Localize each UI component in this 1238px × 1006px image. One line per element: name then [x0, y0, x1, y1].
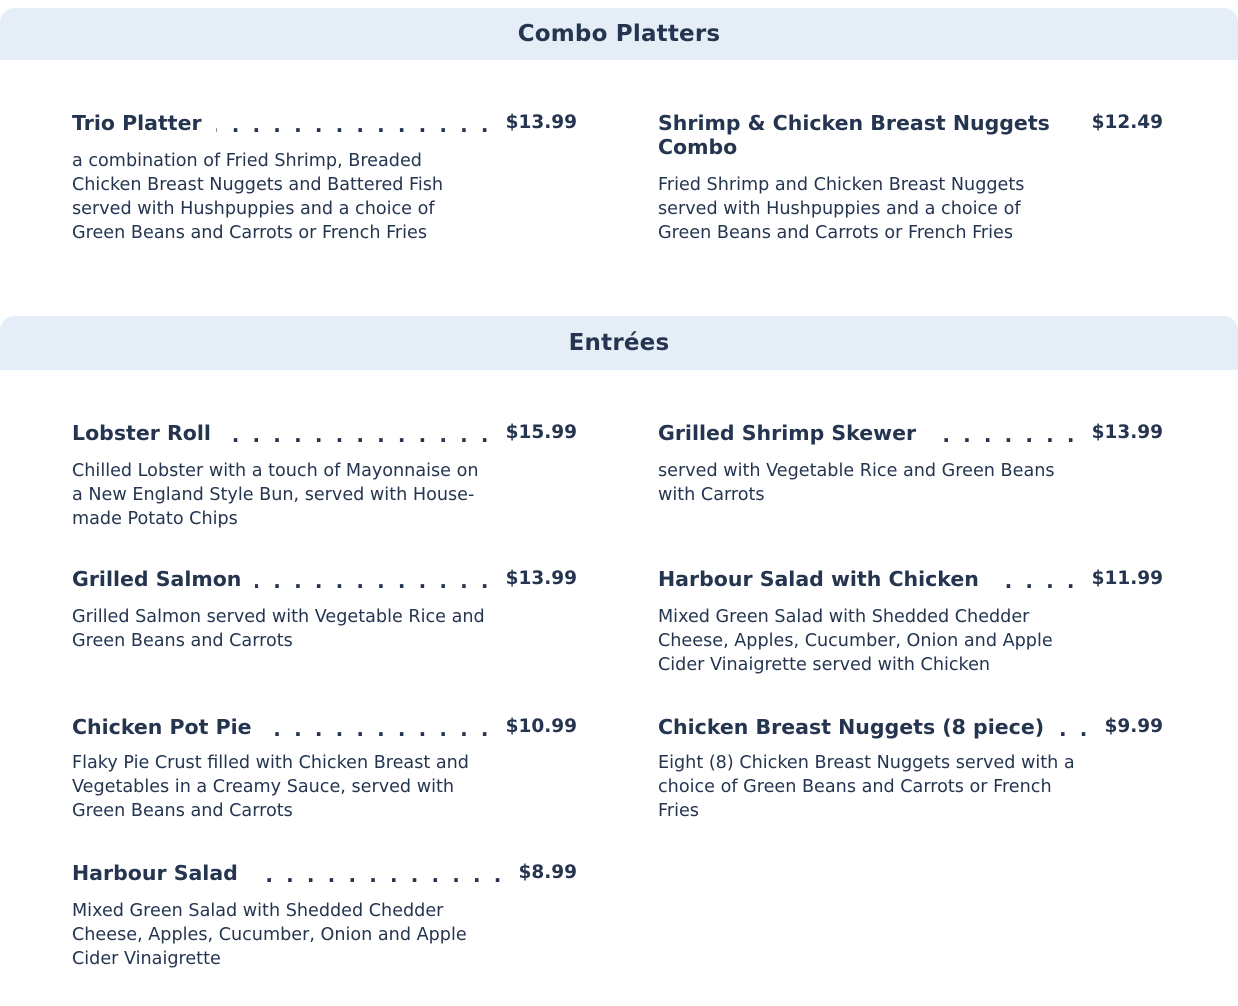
menu-item-name: Trio Platter — [72, 111, 202, 135]
section-header-entrees — [0, 316, 1238, 370]
menu-item-name: Shrimp & Chicken Breast Nuggets Combo — [658, 111, 1050, 159]
menu-item-price: $11.99 — [1091, 568, 1163, 589]
dot-leader — [930, 421, 1078, 445]
menu-item-description: served with Vegetable Rice and Green Beans with Carrots — [658, 461, 1055, 505]
menu-item-description: Fried Shrimp and Chicken Breast Nuggets served with Hushpuppies and a choice of Green Beans and Carrots or French Fries — [658, 175, 1025, 243]
menu-item-price: $13.99 — [1091, 422, 1163, 443]
menu-item-price: $9.99 — [1104, 716, 1163, 737]
menu-item-lobster-roll[interactable] — [72, 421, 577, 531]
menu-item-name: Chicken Breast Nuggets (8 piece) — [658, 715, 1045, 739]
section-header-combo-platters — [0, 8, 1238, 60]
menu-item-chicken-breast-nuggets[interactable] — [658, 715, 1163, 823]
menu-item-name: Grilled Salmon — [72, 567, 242, 591]
dot-leader — [266, 715, 492, 739]
menu-item-grilled-salmon[interactable] — [72, 567, 577, 653]
menu-item-description: Flaky Pie Crust filled with Chicken Breast and Vegetables in a Creamy Sauce, served with Green Beans and Carrots — [72, 753, 469, 821]
menu-item-harbour-salad-with-chicken[interactable] — [658, 567, 1163, 677]
section-title: Combo Platters — [517, 21, 721, 47]
menu-item-harbour-salad[interactable] — [72, 861, 577, 971]
menu-item-description: Eight (8) Chicken Breast Nuggets served with a choice of Green Beans and Carrots or French Fries — [658, 753, 1075, 821]
menu-item-grilled-shrimp-skewer[interactable] — [658, 421, 1163, 507]
menu-item-name: Harbour Salad with Chicken — [658, 567, 979, 591]
menu-item-description: Chilled Lobster with a touch of Mayonnaise on a New England Style Bun, served with House-made Potato Chips — [72, 461, 479, 529]
menu-item-chicken-pot-pie[interactable] — [72, 715, 577, 823]
menu-item-price: $13.99 — [505, 112, 577, 133]
dot-leader — [225, 421, 492, 445]
menu-item-price: $15.99 — [505, 422, 577, 443]
menu-item-price: $10.99 — [505, 716, 577, 737]
menu-item-description: Mixed Green Salad with Shedded Chedder Cheese, Apples, Cucumber, Onion and Apple Cider Vinaigrette — [72, 901, 467, 969]
dot-leader — [252, 861, 505, 885]
menu-item-shrimp-chicken-combo[interactable] — [658, 111, 1163, 245]
menu-item-price: $13.99 — [505, 568, 577, 589]
dot-leader — [1058, 715, 1090, 739]
menu-item-name: Chicken Pot Pie — [72, 715, 252, 739]
dot-leader — [216, 111, 492, 135]
menu-item-price: $8.99 — [518, 862, 577, 883]
section-title: Entrées — [568, 330, 670, 356]
menu-item-trio-platter[interactable] — [72, 111, 577, 245]
menu-item-description: Grilled Salmon served with Vegetable Rice and Green Beans and Carrots — [72, 607, 485, 651]
menu-item-description: Mixed Green Salad with Shedded Chedder Cheese, Apples, Cucumber, Onion and Apple Cider Vinaigrette served with Chicken — [658, 607, 1053, 675]
menu-item-name: Grilled Shrimp Skewer — [658, 421, 917, 445]
dot-leader — [993, 567, 1078, 591]
dot-leader — [255, 567, 491, 591]
menu-item-price: $12.49 — [1091, 112, 1163, 133]
menu-item-name: Lobster Roll — [72, 421, 211, 445]
menu-item-name: Harbour Salad — [72, 861, 238, 885]
menu-item-description: a combination of Fried Shrimp, Breaded Chicken Breast Nuggets and Battered Fish served with Hushpuppies and a choice of Green Beans and Carrots or French Fries — [72, 151, 444, 243]
dot-leader — [1072, 111, 1078, 135]
